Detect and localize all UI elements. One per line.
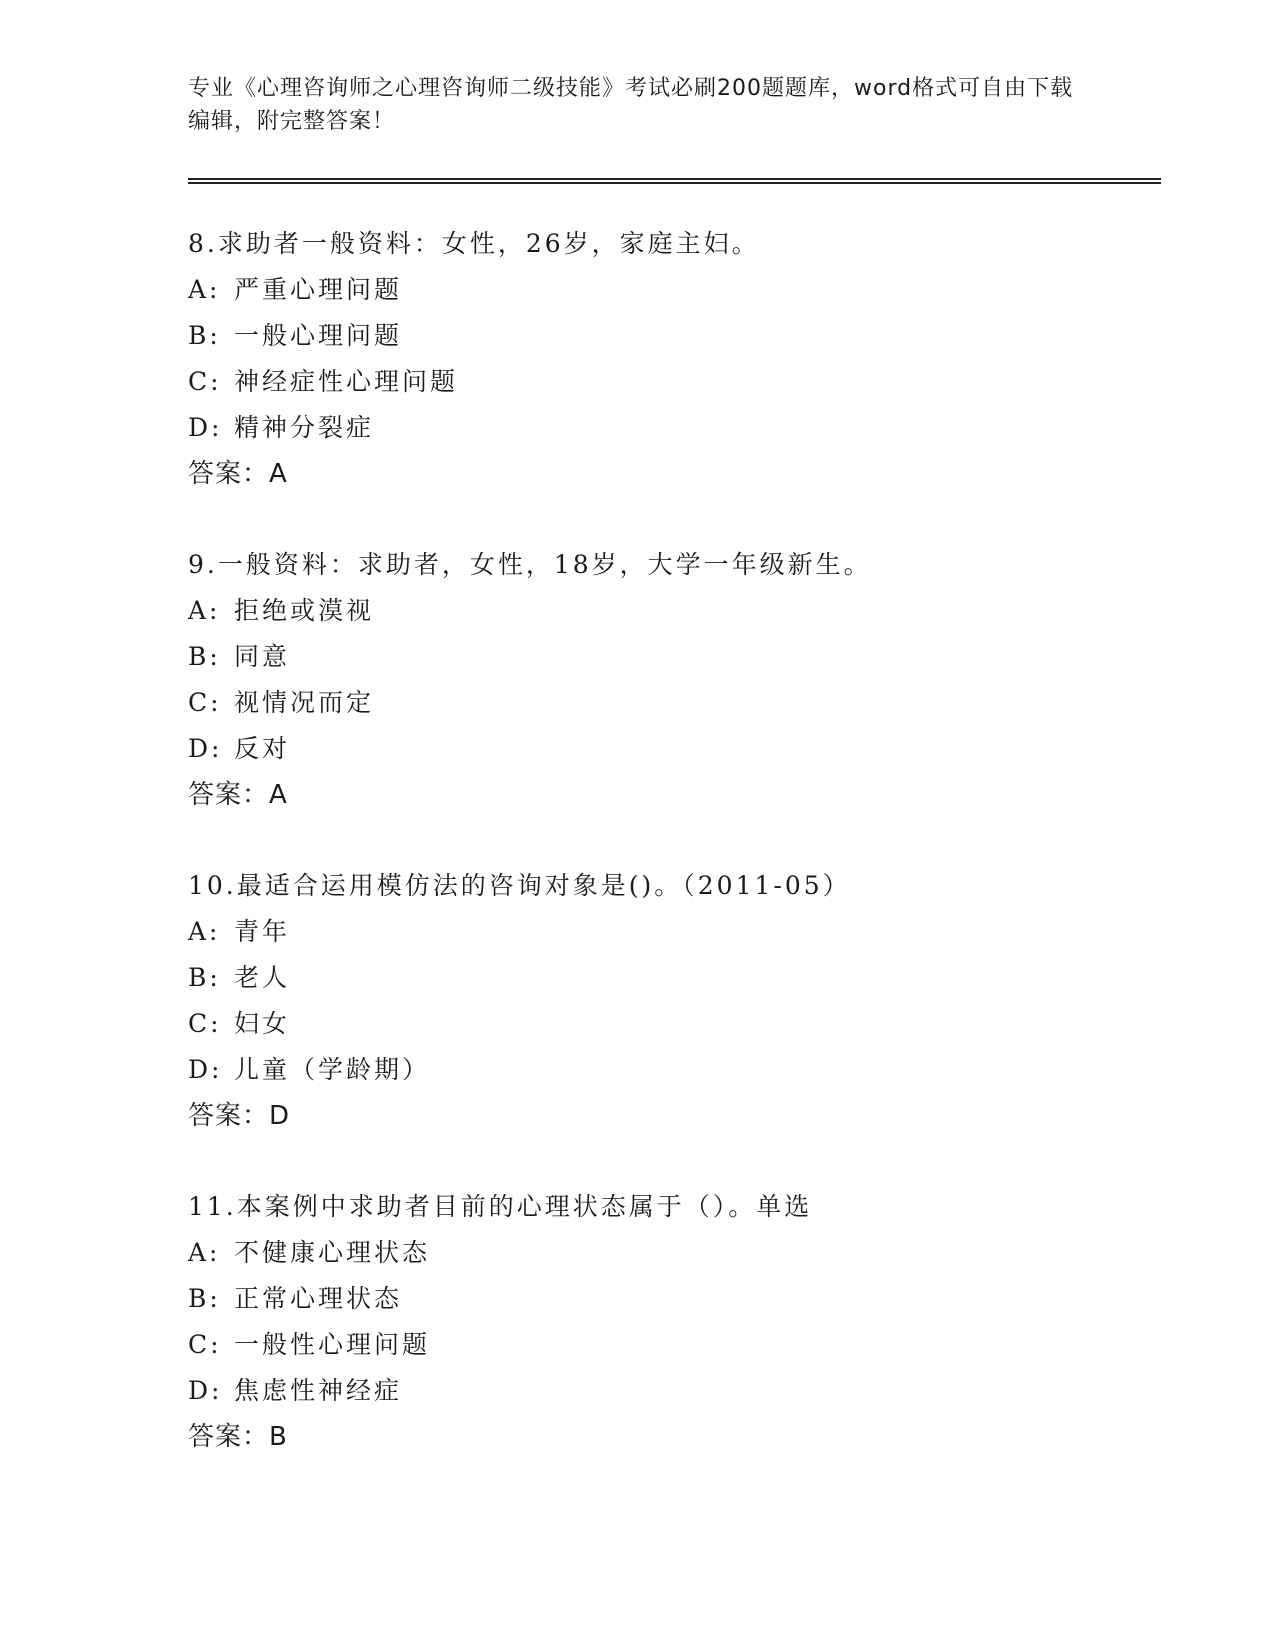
document-header: 专业《心理咨询师之心理咨询师二级技能》考试必刷200题题库，word格式可自由下载编辑，附完整答案！ — [188, 76, 1074, 134]
option-c — [188, 680, 1128, 726]
option-b — [188, 955, 1128, 1001]
option-text: 妇女 — [234, 1009, 291, 1038]
option-d — [188, 726, 1128, 772]
question-stem: 11.本案例中求助者目前的心理状态属于（）。单选 — [188, 1192, 813, 1221]
option-text: 反对 — [234, 734, 291, 763]
option-letter: A: — [188, 275, 221, 304]
option-text: 不健康心理状态 — [234, 1238, 431, 1267]
option-letter: C: — [188, 1009, 222, 1038]
option-c — [188, 1322, 1128, 1368]
question-block — [188, 1184, 1128, 1460]
option-letter: C: — [188, 1330, 222, 1359]
option-letter: B: — [188, 642, 221, 671]
option-text: 精神分裂症 — [234, 413, 375, 442]
option-letter: D: — [188, 1376, 223, 1405]
question-stem: 10.最适合运用模仿法的咨询对象是()。（2011-05） — [188, 871, 851, 900]
option-d — [188, 1368, 1128, 1414]
option-letter: A: — [188, 596, 221, 625]
option-letter: A: — [188, 917, 221, 946]
option-text: 老人 — [234, 963, 291, 992]
answer-line: 答案：A — [188, 459, 288, 489]
option-text: 严重心理问题 — [234, 275, 403, 304]
option-c — [188, 1001, 1128, 1047]
question-stem: 9.一般资料：求助者，女性，18岁，大学一年级新生。 — [188, 550, 872, 579]
question-block — [188, 221, 1128, 497]
option-text: 青年 — [234, 917, 291, 946]
option-text: 一般心理问题 — [234, 321, 403, 350]
option-b — [188, 634, 1128, 680]
question-block — [188, 863, 1128, 1139]
option-text: 神经症性心理问题 — [234, 367, 459, 396]
option-text: 焦虑性神经症 — [234, 1376, 403, 1405]
option-letter: C: — [188, 688, 222, 717]
option-text: 一般性心理问题 — [234, 1330, 431, 1359]
option-letter: D: — [188, 1055, 223, 1084]
option-letter: B: — [188, 1284, 221, 1313]
option-a — [188, 588, 1128, 634]
option-a — [188, 1230, 1128, 1276]
option-letter: D: — [188, 413, 223, 442]
option-text: 儿童（学龄期） — [234, 1055, 431, 1084]
option-letter: B: — [188, 963, 221, 992]
option-text: 视情况而定 — [234, 688, 375, 717]
question-stem: 8.求助者一般资料：女性，26岁，家庭主妇。 — [188, 229, 760, 258]
option-letter: D: — [188, 734, 223, 763]
question-block — [188, 542, 1128, 818]
option-b — [188, 313, 1128, 359]
option-text: 拒绝或漠视 — [234, 596, 375, 625]
answer-line: 答案：A — [188, 780, 288, 810]
option-a — [188, 909, 1128, 955]
option-d — [188, 405, 1128, 451]
option-b — [188, 1276, 1128, 1322]
answer-line: 答案：D — [188, 1101, 291, 1131]
header-double-rule — [188, 178, 1161, 184]
answer-line: 答案：B — [188, 1422, 288, 1452]
option-letter: B: — [188, 321, 221, 350]
option-c — [188, 359, 1128, 405]
option-text: 同意 — [234, 642, 291, 671]
option-text: 正常心理状态 — [234, 1284, 403, 1313]
option-d — [188, 1047, 1128, 1093]
option-letter: A: — [188, 1238, 221, 1267]
option-letter: C: — [188, 367, 222, 396]
option-a — [188, 267, 1128, 313]
